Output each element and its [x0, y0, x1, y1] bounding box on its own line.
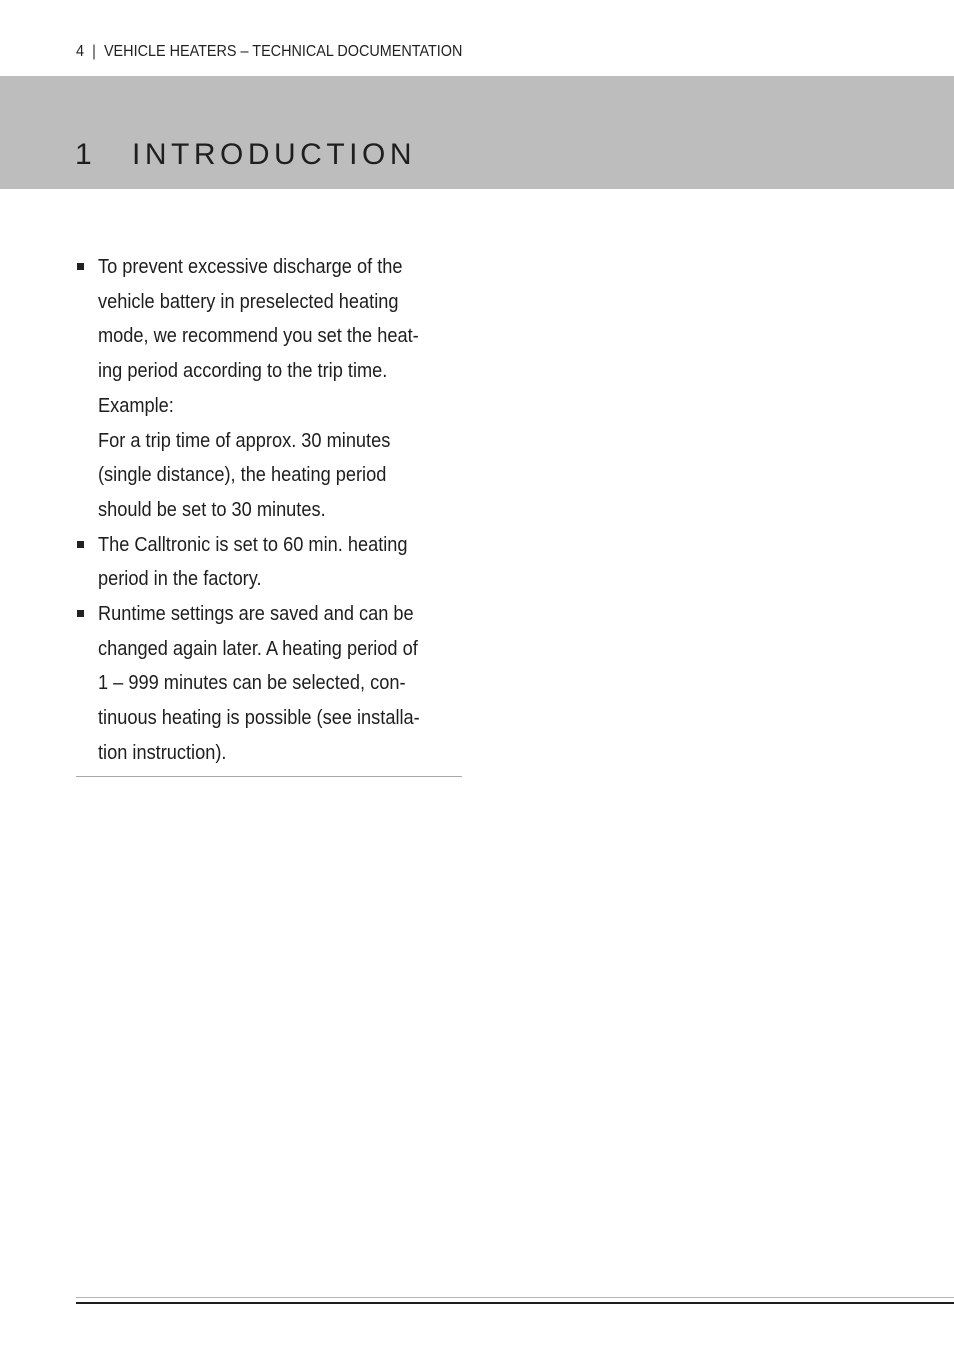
list-item [76, 250, 462, 528]
running-header [76, 43, 462, 61]
text-line: mode, we recommend you set the heat- [98, 325, 419, 348]
footer-rule-thin [76, 1297, 954, 1298]
footer-rule-thick [76, 1302, 954, 1304]
header-separator: | [92, 43, 96, 60]
chapter-number: 1 [75, 138, 96, 171]
list-item [76, 597, 462, 771]
text-line: Example: [98, 394, 174, 417]
bullet-list [76, 250, 462, 771]
text-line: vehicle battery in preselected heating [98, 290, 399, 313]
text-line: tion instruction). [98, 741, 227, 764]
text-line: changed again later. A heating period of [98, 637, 418, 660]
text-line: period in the factory. [98, 568, 262, 591]
square-bullet-icon [77, 263, 84, 270]
text-line: 1 – 999 minutes can be selected, con- [98, 672, 406, 695]
square-bullet-icon [77, 610, 84, 617]
square-bullet-icon [77, 541, 84, 548]
list-item [76, 528, 462, 597]
text-line: ing period according to the trip time. [98, 360, 388, 383]
text-line: The Calltronic is set to 60 min. heating [98, 533, 408, 556]
section-divider [76, 776, 462, 777]
page-number: 4 [76, 43, 85, 60]
text-line: should be set to 30 minutes. [98, 498, 326, 521]
chapter-banner [0, 76, 954, 189]
text-line: tinuous heating is possible (see installa- [98, 707, 420, 730]
text-line: Runtime settings are saved and can be [98, 603, 414, 626]
running-title: VEHICLE HEATERS – TECHNICAL DOCUMENTATION [103, 43, 463, 60]
text-line: For a trip time of approx. 30 minutes [98, 429, 391, 452]
chapter-title: INTRODUCTION [132, 138, 416, 171]
text-line: To prevent excessive discharge of the [98, 256, 403, 278]
text-line: (single distance), the heating period [98, 464, 387, 487]
body-text [76, 250, 462, 771]
